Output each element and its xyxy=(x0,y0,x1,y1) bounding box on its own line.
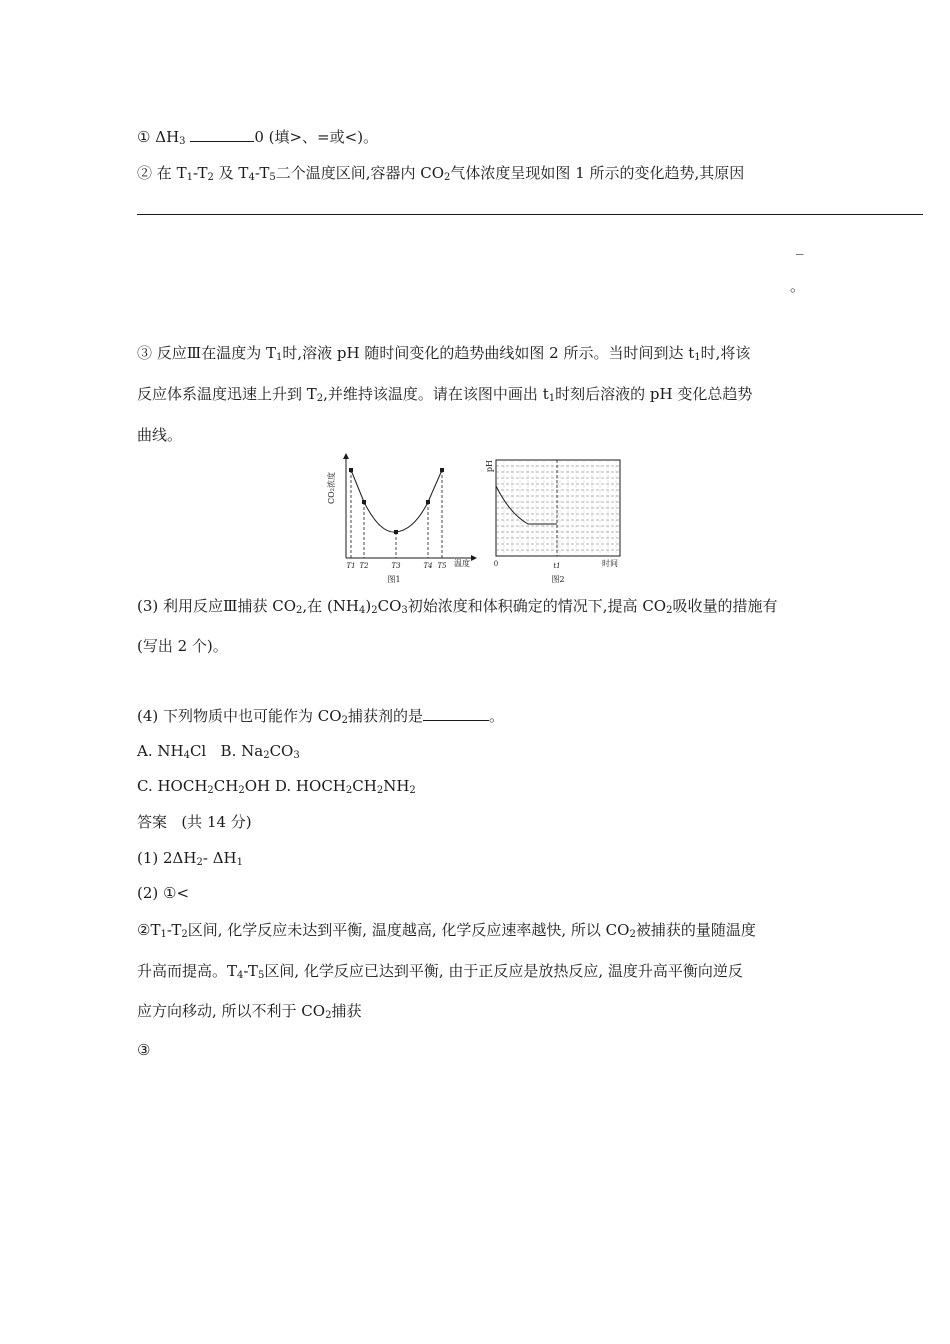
subscript: 2 xyxy=(181,929,188,940)
point-t5 xyxy=(440,468,444,472)
subscript: 4 xyxy=(248,172,255,183)
q2-item3-line2 xyxy=(137,384,752,404)
answer-line-end-period xyxy=(790,276,805,296)
subscript: 5 xyxy=(257,970,265,981)
item-marker: ① xyxy=(137,128,151,146)
subscript: 3 xyxy=(401,605,408,616)
text: 初始浓度和体积确定的情况下,提高 CO xyxy=(407,597,667,615)
point-t4 xyxy=(426,500,430,504)
subscript: 2 xyxy=(341,715,348,726)
text: 曲线。 xyxy=(137,426,183,444)
grid xyxy=(496,460,620,556)
subscript: 3 xyxy=(293,750,300,761)
answer-line[interactable] xyxy=(137,214,923,215)
ph-curve xyxy=(496,486,557,524)
blank-value: 0 xyxy=(254,128,264,146)
subscript: 4 xyxy=(183,750,190,761)
text: B. Na xyxy=(220,742,264,760)
tick-t3: T3 xyxy=(391,562,401,570)
text: 在 T xyxy=(156,164,187,182)
subscript: 4 xyxy=(359,605,366,616)
subscript: 1 xyxy=(186,172,193,183)
subscript: 1 xyxy=(276,352,283,363)
text: 时,将该 xyxy=(700,344,751,362)
text: ) xyxy=(365,597,372,615)
delta-h: ΔH xyxy=(155,128,180,146)
subscript: 2 xyxy=(316,393,324,404)
text: (2) ①< xyxy=(137,884,190,902)
subscript: 2 xyxy=(371,605,378,616)
answer-score: (共 14 分) xyxy=(181,813,252,831)
text: ③ 反应Ⅲ在温度为 T xyxy=(137,344,277,362)
q4-options-cd xyxy=(137,776,416,796)
text: ②T xyxy=(137,921,161,939)
q2-item1 xyxy=(137,127,378,147)
tick-t1: t1 xyxy=(553,562,561,570)
subscript: 2 xyxy=(345,785,353,796)
option-c[interactable] xyxy=(137,777,270,795)
answer-2 xyxy=(137,883,189,903)
text: (写出 2 个)。 xyxy=(137,637,228,655)
text: (3) 利用反应Ⅲ捕获 CO xyxy=(137,597,297,615)
text: 。 xyxy=(790,277,806,295)
subscript: 2 xyxy=(325,1010,332,1021)
text: CO xyxy=(377,597,402,615)
text: 升高而提高。T xyxy=(137,962,238,980)
text: 捕获 xyxy=(331,1002,362,1020)
text: ,在 (NH xyxy=(302,597,360,615)
figure-1 xyxy=(322,452,482,588)
text: 及 T xyxy=(218,164,249,182)
point-t3 xyxy=(394,530,398,534)
q3-line1 xyxy=(137,596,777,616)
tick-t2: T2 xyxy=(359,562,369,570)
figure-caption: 图2 xyxy=(551,575,565,584)
item-marker: ② xyxy=(137,164,153,182)
point-t1 xyxy=(349,468,353,472)
text: -T xyxy=(254,164,270,182)
text: CO xyxy=(269,742,294,760)
text: 时刻后溶液的 pH 变化总趋势 xyxy=(555,385,753,403)
q4-options-ab xyxy=(137,741,300,761)
subscript: 2 xyxy=(444,172,451,183)
text: 二个温度区间,容器内 CO xyxy=(275,164,445,182)
tick-t4: T4 xyxy=(423,562,433,570)
answer-heading xyxy=(137,812,252,832)
x-axis-label: 温度 xyxy=(454,559,470,568)
subscript: 1 xyxy=(160,929,167,940)
text: _ xyxy=(796,237,804,255)
subscript: 2 xyxy=(296,605,303,616)
text: 区间, 化学反应未达到平衡, 温度越高, 化学反应速率越快, 所以 CO xyxy=(187,921,630,939)
subscript: 2 xyxy=(238,785,245,796)
text: C. HOCH xyxy=(137,777,208,795)
text: 应方向移动, 所以不利于 CO xyxy=(137,1002,326,1020)
subscript: 1 xyxy=(236,857,243,868)
drop-lines xyxy=(351,470,442,558)
answer-title: 答案 xyxy=(137,813,168,831)
subscript: 3 xyxy=(179,136,186,147)
q2-item3-line1 xyxy=(137,343,750,363)
answer-blank[interactable] xyxy=(190,127,254,142)
y-axis-label: pH xyxy=(485,459,494,473)
text: - ΔH xyxy=(202,849,237,867)
text: (4) 下列物质中也可能作为 CO xyxy=(137,707,342,725)
text: 区间, 化学反应已达到平衡, 由于正反应是放热反应, 温度升高平衡向逆反 xyxy=(264,962,743,980)
subscript: 2 xyxy=(666,605,673,616)
text: -T xyxy=(192,164,208,182)
q2-item3-line3 xyxy=(137,425,182,445)
option-d[interactable] xyxy=(275,777,416,795)
hint-text: (填>、=或<)。 xyxy=(268,128,379,146)
option-a[interactable] xyxy=(137,742,206,760)
text: 。 xyxy=(488,707,504,725)
subscript: 2 xyxy=(263,750,270,761)
text: Cl xyxy=(189,742,207,760)
text: ,并维持该温度。请在该图中画出 t xyxy=(323,385,549,403)
answer-3-line2 xyxy=(137,961,743,981)
q3-line2 xyxy=(137,636,228,656)
figure-2 xyxy=(484,452,630,588)
x-ticks xyxy=(346,562,447,570)
text: -T xyxy=(243,962,258,980)
tick-t1: T1 xyxy=(346,562,356,570)
text: 被捕获的量随温度 xyxy=(635,921,756,939)
text: 反应体系温度迅速上升到 T xyxy=(137,385,317,403)
origin-label: 0 xyxy=(493,560,499,568)
subscript: 2 xyxy=(207,172,214,183)
answer-3-line1 xyxy=(137,920,756,940)
data-points xyxy=(349,468,444,534)
subscript: 2 xyxy=(376,785,384,796)
answer-blank[interactable] xyxy=(423,706,489,721)
subscript: 1 xyxy=(694,352,701,363)
y-axis-label: CO₂浓度 xyxy=(327,472,336,504)
answer-line-end-dash xyxy=(796,236,804,256)
text: 气体浓度呈现如图 1 所示的变化趋势,其原因 xyxy=(450,164,745,182)
subscript: 2 xyxy=(207,785,214,796)
text: 时,溶液 pH 随时间变化的趋势曲线如图 2 所示。当时间到达 t xyxy=(282,344,695,362)
text: 捕获剂的是 xyxy=(347,707,423,725)
answer-3-line3 xyxy=(137,1001,361,1021)
tick-t5: T5 xyxy=(437,562,447,570)
text: D. HOCH xyxy=(274,777,346,795)
x-axis-label: 时间 xyxy=(602,559,618,568)
subscript: 5 xyxy=(269,172,276,183)
point-t2 xyxy=(362,500,366,504)
text: -T xyxy=(166,921,182,939)
subscript: 4 xyxy=(237,970,244,981)
subscript: 2 xyxy=(409,785,416,796)
option-b[interactable] xyxy=(221,742,300,760)
subscript: 2 xyxy=(629,929,636,940)
text: 吸收量的措施有 xyxy=(672,597,778,615)
text: CH xyxy=(213,777,239,795)
figure-caption: 图1 xyxy=(387,575,401,584)
text: CH xyxy=(352,777,377,795)
text: ③ xyxy=(137,1041,151,1059)
text: A. NH xyxy=(137,742,184,760)
answer-4 xyxy=(137,1040,150,1060)
subscript: 1 xyxy=(548,393,556,404)
q2-item2 xyxy=(137,163,744,183)
q4-stem xyxy=(137,706,504,726)
text: OH xyxy=(244,777,271,795)
text: (1) 2ΔH xyxy=(137,849,197,867)
answer-1 xyxy=(137,848,243,868)
text: NH xyxy=(383,777,410,795)
subscript: 2 xyxy=(196,857,203,868)
